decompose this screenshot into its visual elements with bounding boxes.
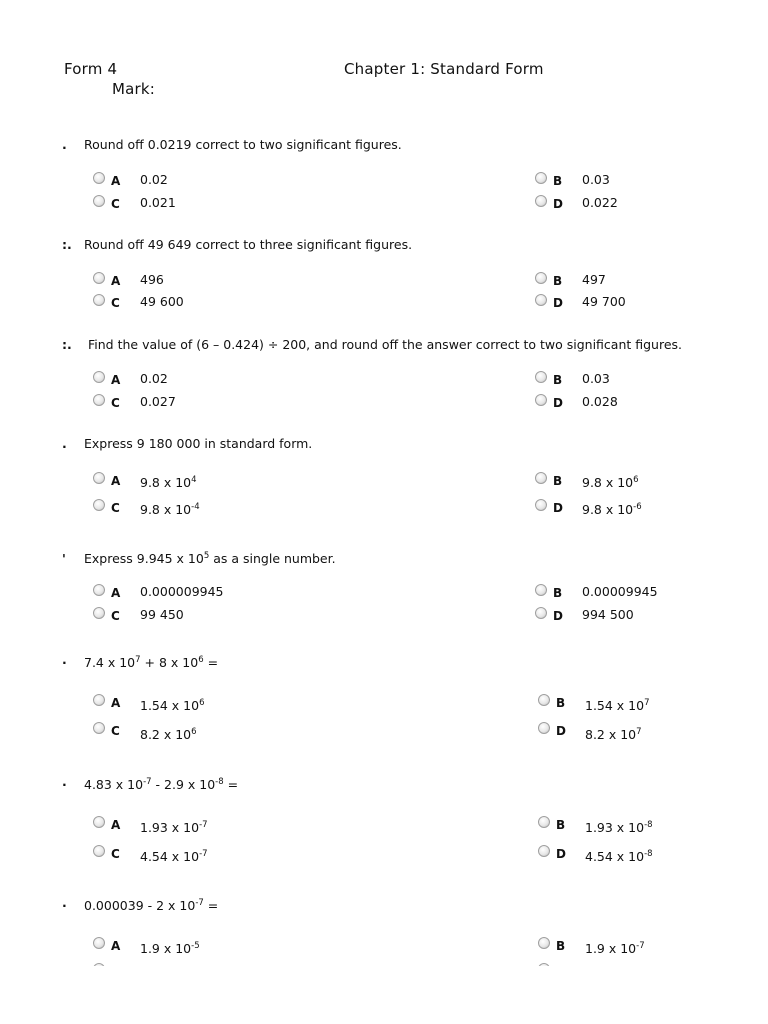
question-5: ' Express 9.945 x $10^5$ as a single number.	[62, 551, 336, 566]
option-value: 496	[140, 272, 164, 287]
option-value: 9.8 x $10^{-6}$	[582, 502, 642, 517]
option-value: 0.000009945	[140, 584, 224, 599]
option-value: 4.54 x $10^{-7}$	[140, 849, 208, 864]
question-4: . Express 9 180 000 in standard form.	[62, 436, 313, 451]
bullet-icon: .	[62, 436, 67, 451]
radio-q4-b[interactable]	[535, 472, 547, 484]
option-value: 0.02	[140, 172, 168, 187]
question-3: :. Find the value of (6 – 0.424) ÷ 200, and round off the answer correct to two significant figures.	[62, 337, 683, 352]
page-cutoff	[0, 966, 768, 1024]
option-value: 8.2 x $10^7$	[585, 727, 642, 742]
radio-q2-a[interactable]	[93, 272, 105, 284]
question-7: · 4.83 x $10^{-7} - 2.9$ x $10^{-8}$ =	[62, 777, 239, 792]
radio-q6-c[interactable]	[93, 722, 105, 734]
radio-q1-a[interactable]	[93, 172, 105, 184]
radio-q8-b[interactable]	[538, 937, 550, 949]
radio-q4-c[interactable]	[93, 499, 105, 511]
option-value: 4.54 x $10^{-8}$	[585, 849, 653, 864]
option-value: 497	[582, 272, 606, 287]
option-value: 0.021	[140, 195, 176, 210]
question-8: · 0.000039 - 2 x $10^{-7}$ =	[62, 898, 219, 913]
bullet-icon: ·	[62, 655, 67, 670]
bullet-icon: ·	[62, 898, 67, 913]
radio-q1-b[interactable]	[535, 172, 547, 184]
bullet-icon: :.	[62, 237, 72, 252]
option-value: 0.028	[582, 394, 618, 409]
radio-q3-b[interactable]	[535, 371, 547, 383]
option-value: 0.02	[140, 371, 168, 386]
radio-q1-d[interactable]	[535, 195, 547, 207]
radio-q4-d[interactable]	[535, 499, 547, 511]
option-value: 0.00009945	[582, 584, 658, 599]
option-value: 994 500	[582, 607, 634, 622]
mark-label: Mark:	[112, 80, 156, 98]
option-value: 9.8 x $10^{-4}$	[140, 502, 200, 517]
radio-q3-c[interactable]	[93, 394, 105, 406]
radio-q5-a[interactable]	[93, 584, 105, 596]
radio-q8-a[interactable]	[93, 937, 105, 949]
option-value: 0.022	[582, 195, 618, 210]
radio-q4-a[interactable]	[93, 472, 105, 484]
question-6: · 7.4 x $10^7 + 8$ x $10^6$ =	[62, 655, 219, 670]
radio-q6-a[interactable]	[93, 694, 105, 706]
radio-q7-a[interactable]	[93, 816, 105, 828]
option-value: 0.03	[582, 371, 610, 386]
radio-q7-b[interactable]	[538, 816, 550, 828]
bullet-icon: '	[62, 551, 66, 566]
option-value: 8.2 x $10^6$	[140, 727, 197, 742]
question-1: . Round off 0.0219 correct to two significant figures.	[62, 137, 402, 152]
bullet-icon: :.	[62, 337, 72, 352]
radio-q2-d[interactable]	[535, 294, 547, 306]
radio-q5-b[interactable]	[535, 584, 547, 596]
radio-q7-c[interactable]	[93, 845, 105, 857]
question-2: :. Round off 49 649 correct to three significant figures.	[62, 237, 413, 252]
form-label: Form 4	[64, 60, 118, 78]
option-value: 1.9 x $10^{-7}$	[585, 941, 645, 956]
chapter-title: Chapter 1: Standard Form	[344, 60, 544, 78]
radio-q7-d[interactable]	[538, 845, 550, 857]
radio-q1-c[interactable]	[93, 195, 105, 207]
radio-q3-a[interactable]	[93, 371, 105, 383]
radio-q2-b[interactable]	[535, 272, 547, 284]
bullet-icon: ·	[62, 777, 67, 792]
radio-q3-d[interactable]	[535, 394, 547, 406]
option-value: 49 700	[582, 294, 626, 309]
option-value: 9.8 x $10^6$	[582, 475, 639, 490]
radio-q6-b[interactable]	[538, 694, 550, 706]
option-value: 0.027	[140, 394, 176, 409]
radio-q5-d[interactable]	[535, 607, 547, 619]
radio-q6-d[interactable]	[538, 722, 550, 734]
option-value: 0.03	[582, 172, 610, 187]
option-value: 1.93 x $10^{-7}$	[140, 820, 208, 835]
option-value: 1.93 x $10^{-8}$	[585, 820, 653, 835]
bullet-icon: .	[62, 137, 67, 152]
option-value: 49 600	[140, 294, 184, 309]
option-value: 1.54 x $10^6$	[140, 698, 205, 713]
option-value: 1.54 x $10^7$	[585, 698, 650, 713]
option-value: 99 450	[140, 607, 184, 622]
option-value: 1.9 x $10^{-5}$	[140, 941, 200, 956]
radio-q2-c[interactable]	[93, 294, 105, 306]
option-value: 9.8 x $10^4$	[140, 475, 197, 490]
radio-q5-c[interactable]	[93, 607, 105, 619]
